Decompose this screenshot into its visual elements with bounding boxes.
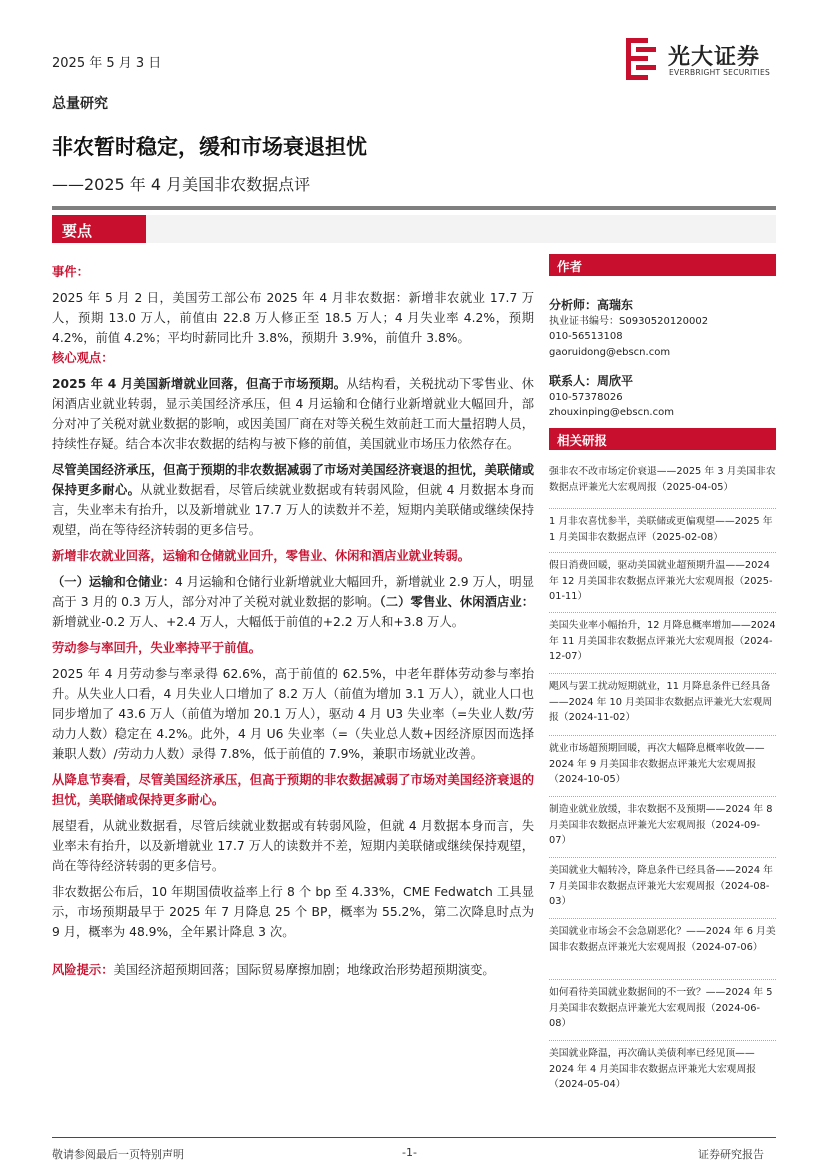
core-heading: 核心观点： (52, 351, 114, 365)
author-info (549, 298, 776, 421)
report-category: 总量研究 (52, 96, 108, 112)
related-item[interactable]: 美国就业大幅转冷，降息条件已经具备——2024 年 7 月美国非农数据点评兼光大宏观周报（2024-08-03） (549, 865, 773, 907)
paragraph-4-body-2: 新增就业-0.2 万人、+2.4 万人，大幅低于前值的+2.2 万人和+3.8 万人。 (52, 615, 465, 629)
everbright-logo-icon (626, 38, 658, 80)
paragraph-1-lead: 2025 年 4 月美国新增就业回落，但高于市场预期。 (52, 377, 347, 391)
related-item[interactable]: 美国就业降温，再次确认美债利率已经见顶——2024 年 4 月美国非农数据点评兼光大宏观周报（2024-05-04） (549, 1048, 757, 1090)
analyst-email[interactable]: gaoruidong@ebscn.com (549, 346, 671, 358)
related-item[interactable]: 飓风与罢工扰动短期就业，11 月降息条件已经具备——2024 年 10 月美国非农数据点评兼光大宏观周报（2024-11-02） (549, 681, 773, 723)
related-item[interactable]: 就业市场超预期回暖，再次大幅降息概率收敛——2024 年 9 月美国非农数据点评兼光大宏观周报（2024-10-05） (549, 743, 765, 785)
title-divider (52, 206, 776, 210)
related-heading: 相关研报 (549, 428, 776, 450)
contact-phone: 010-57378026 (549, 391, 623, 403)
related-divider (549, 552, 776, 553)
contact-email[interactable]: zhouxinping@ebscn.com (549, 407, 674, 418)
paragraph-7-heading: 从降息节奏看，尽管美国经济承压，但高于预期的非农数据减弱了市场对美国经济衰退的担忧，美联储或保持更多耐心。 (52, 773, 534, 807)
main-content (52, 262, 534, 980)
risk-label: 风险提示： (52, 963, 114, 977)
paragraph-8: 展望看，从就业数据看，尽管后续就业数据或有转弱风险，但就 4 月数据本身而言，失业率未有抬升，以及新增就业 17.7 万人的读数并不差，短期内美联储或继续保持观望，尚在等待经济转弱的更多信号。 (52, 819, 534, 873)
related-item[interactable]: 如何看待美国就业数据间的不一致？——2024 年 5 月美国非农数据点评兼光大宏观周报（2024-06-08） (549, 987, 773, 1029)
paragraph-4-body-1: 4 月运输和仓储行业新增就业大幅回升，新增就业 2.9 万人，明显高于 3 月的 0.3 万人，部分对冲了关税对就业数据的影响。 (52, 575, 534, 609)
event-paragraph: 2025 年 5 月 2 日，美国劳工部公布 2025 年 4 月非农数据：新增非农就业 17.7 万人，预期 13.0 万人，前值由 22.8 万人修正至 18.5 万人；4 月失业率 4.2%，预期 4.2%，前值 4.2%；平均时薪同比升 3.8%，预期升 3.9%，前值升 3.8%。 (52, 291, 534, 345)
related-divider (549, 1040, 776, 1041)
report-date: 2025 年 5 月 3 日 (52, 56, 162, 71)
paragraph-2-lead: 尽管美国经济承压，但高于预期的非农数据减弱了市场对美国经济衰退的担忧，美联储或保持更多耐心。 (52, 463, 534, 497)
related-item[interactable]: 美国失业率小幅抬升，12 月降息概率增加——2024 年 11 月美国非农数据点评兼光大宏观周报（2024-12-07） (549, 620, 776, 662)
paragraph-4-lead-2: （二）零售业、休闲酒店业： (379, 595, 534, 609)
risk-text: 美国经济超预期回落；国际贸易摩擦加剧；地缘政治形势超预期演变。 (113, 963, 495, 977)
author-heading: 作者 (549, 254, 776, 276)
risk-warning (52, 960, 534, 980)
event-heading: 事件： (52, 265, 89, 279)
analyst-cert: 执业证书编号：S0930520120002 (549, 315, 709, 327)
paragraph-5-heading: 劳动参与率回升，失业率持平于前值。 (52, 641, 262, 655)
analyst-name: 分析师：高瑞东 (549, 298, 634, 312)
related-divider (549, 735, 776, 736)
logo-chinese-name: 光大证券 (668, 45, 761, 70)
related-divider (549, 796, 776, 797)
related-divider (549, 673, 776, 674)
paragraph-2 (52, 460, 534, 540)
paragraph-1-body: 从结构看，关税扰动下零售业、休闲酒店业就业转弱，显示美国经济承压，但 4 月运输和仓储行业新增就业大幅回升，部分对冲了关税对就业数据的影响，或因美国厂商在对等关税生效前赶工而大量招聘人员，持续性存疑。结合本次非农数据的结构与被下修的前值，美国就业市场压力依然存在。 (52, 377, 534, 451)
related-divider (549, 508, 776, 509)
section-label: 要点 (52, 215, 146, 243)
related-item[interactable]: 强非农不改市场定价衰退——2025 年 3 月美国非农数据点评兼光大宏观周报（2025-04-05） (549, 466, 776, 493)
paragraph-2-body: 从就业数据看，尽管后续就业数据或有转弱风险，但就 4 月数据本身而言，失业率未有抬升，以及新增就业 17.7 万人的读数并不差，短期内美联储或继续保持观望，尚在等待经济转弱的更多信号。 (52, 483, 534, 537)
analyst-phone: 010-56513108 (549, 331, 623, 342)
paragraph-1 (52, 374, 534, 454)
related-divider (549, 918, 776, 919)
logo-english-name: EVERBRIGHT SECURITIES (669, 68, 771, 77)
paragraph-3-heading: 新增非农就业回落，运输和仓储就业回升，零售业、休闲和酒店业就业转弱。 (52, 549, 471, 563)
paragraph-4 (52, 572, 534, 632)
report-subtitle: ——2025 年 4 月美国非农数据点评 (52, 175, 311, 194)
contact-name: 联系人：周欣平 (549, 374, 634, 388)
paragraph-4-lead-1: （一）运输和仓储业： (52, 575, 176, 589)
related-item[interactable]: 假日消费回暖，驱动美国就业超预期升温——2024 年 12 月美国非农数据点评兼光大宏观周报（2025-01-11） (549, 560, 773, 602)
related-item[interactable]: 1 月非农喜忧参半，美联储或更偏观望——2025 年 1 月美国非农数据点评（2025-02-08） (549, 516, 773, 543)
related-item[interactable]: 制造业就业放缓，非农数据不及预期——2024 年 8 月美国非农数据点评兼光大宏观周报（2024-09-07） (549, 804, 773, 846)
report-title: 非农暂时稳定，缓和市场衰退担忧 (52, 135, 367, 159)
paragraph-9: 非农数据公布后，10 年期国债收益率上行 8 个 bp 至 4.33%，CME Fedwatch 工具显示，市场预期最早于 2025 年 7 月降息 25 个 BP，概率为 55.2%，第二次降息时点为 9 月，概率为 48.9%，全年累计降息 3 次。 (52, 885, 534, 939)
related-item[interactable]: 美国就业市场会不会急剧恶化？——2024 年 6 月美国非农数据点评兼光大宏观周报（2024-07-06） (549, 926, 776, 953)
page-number: -1- (402, 1146, 417, 1159)
footer-divider (52, 1137, 776, 1138)
related-divider (549, 857, 776, 858)
footer-report-type: 证券研究报告 (698, 1148, 764, 1161)
related-list (549, 456, 776, 1106)
footer-disclaimer: 敬请参阅最后一页特别声明 (52, 1148, 184, 1161)
related-divider (549, 979, 776, 980)
related-divider (549, 612, 776, 613)
section-bar (52, 215, 776, 243)
paragraph-6: 2025 年 4 月劳动参与率录得 62.6%，高于前值的 62.5%，中老年群体劳动参与率抬升。从失业人口看，4 月失业人口增加了 8.2 万人（前值为增加 3.1 万人），就业人口也同步增加了 43.6 万人（前值为增加 20.1 万人），驱动 4 月 U3 失业率（=失业人数/劳动力人数）稳定在 4.2%。此外，4 月 U6 失业率（=（失业总人数+因经济原因而选择兼职人数）/劳动力人数）录得 7.8%，低于前值的 7.9%，兼职市场就业改善。 (52, 667, 534, 761)
company-logo (626, 38, 786, 82)
